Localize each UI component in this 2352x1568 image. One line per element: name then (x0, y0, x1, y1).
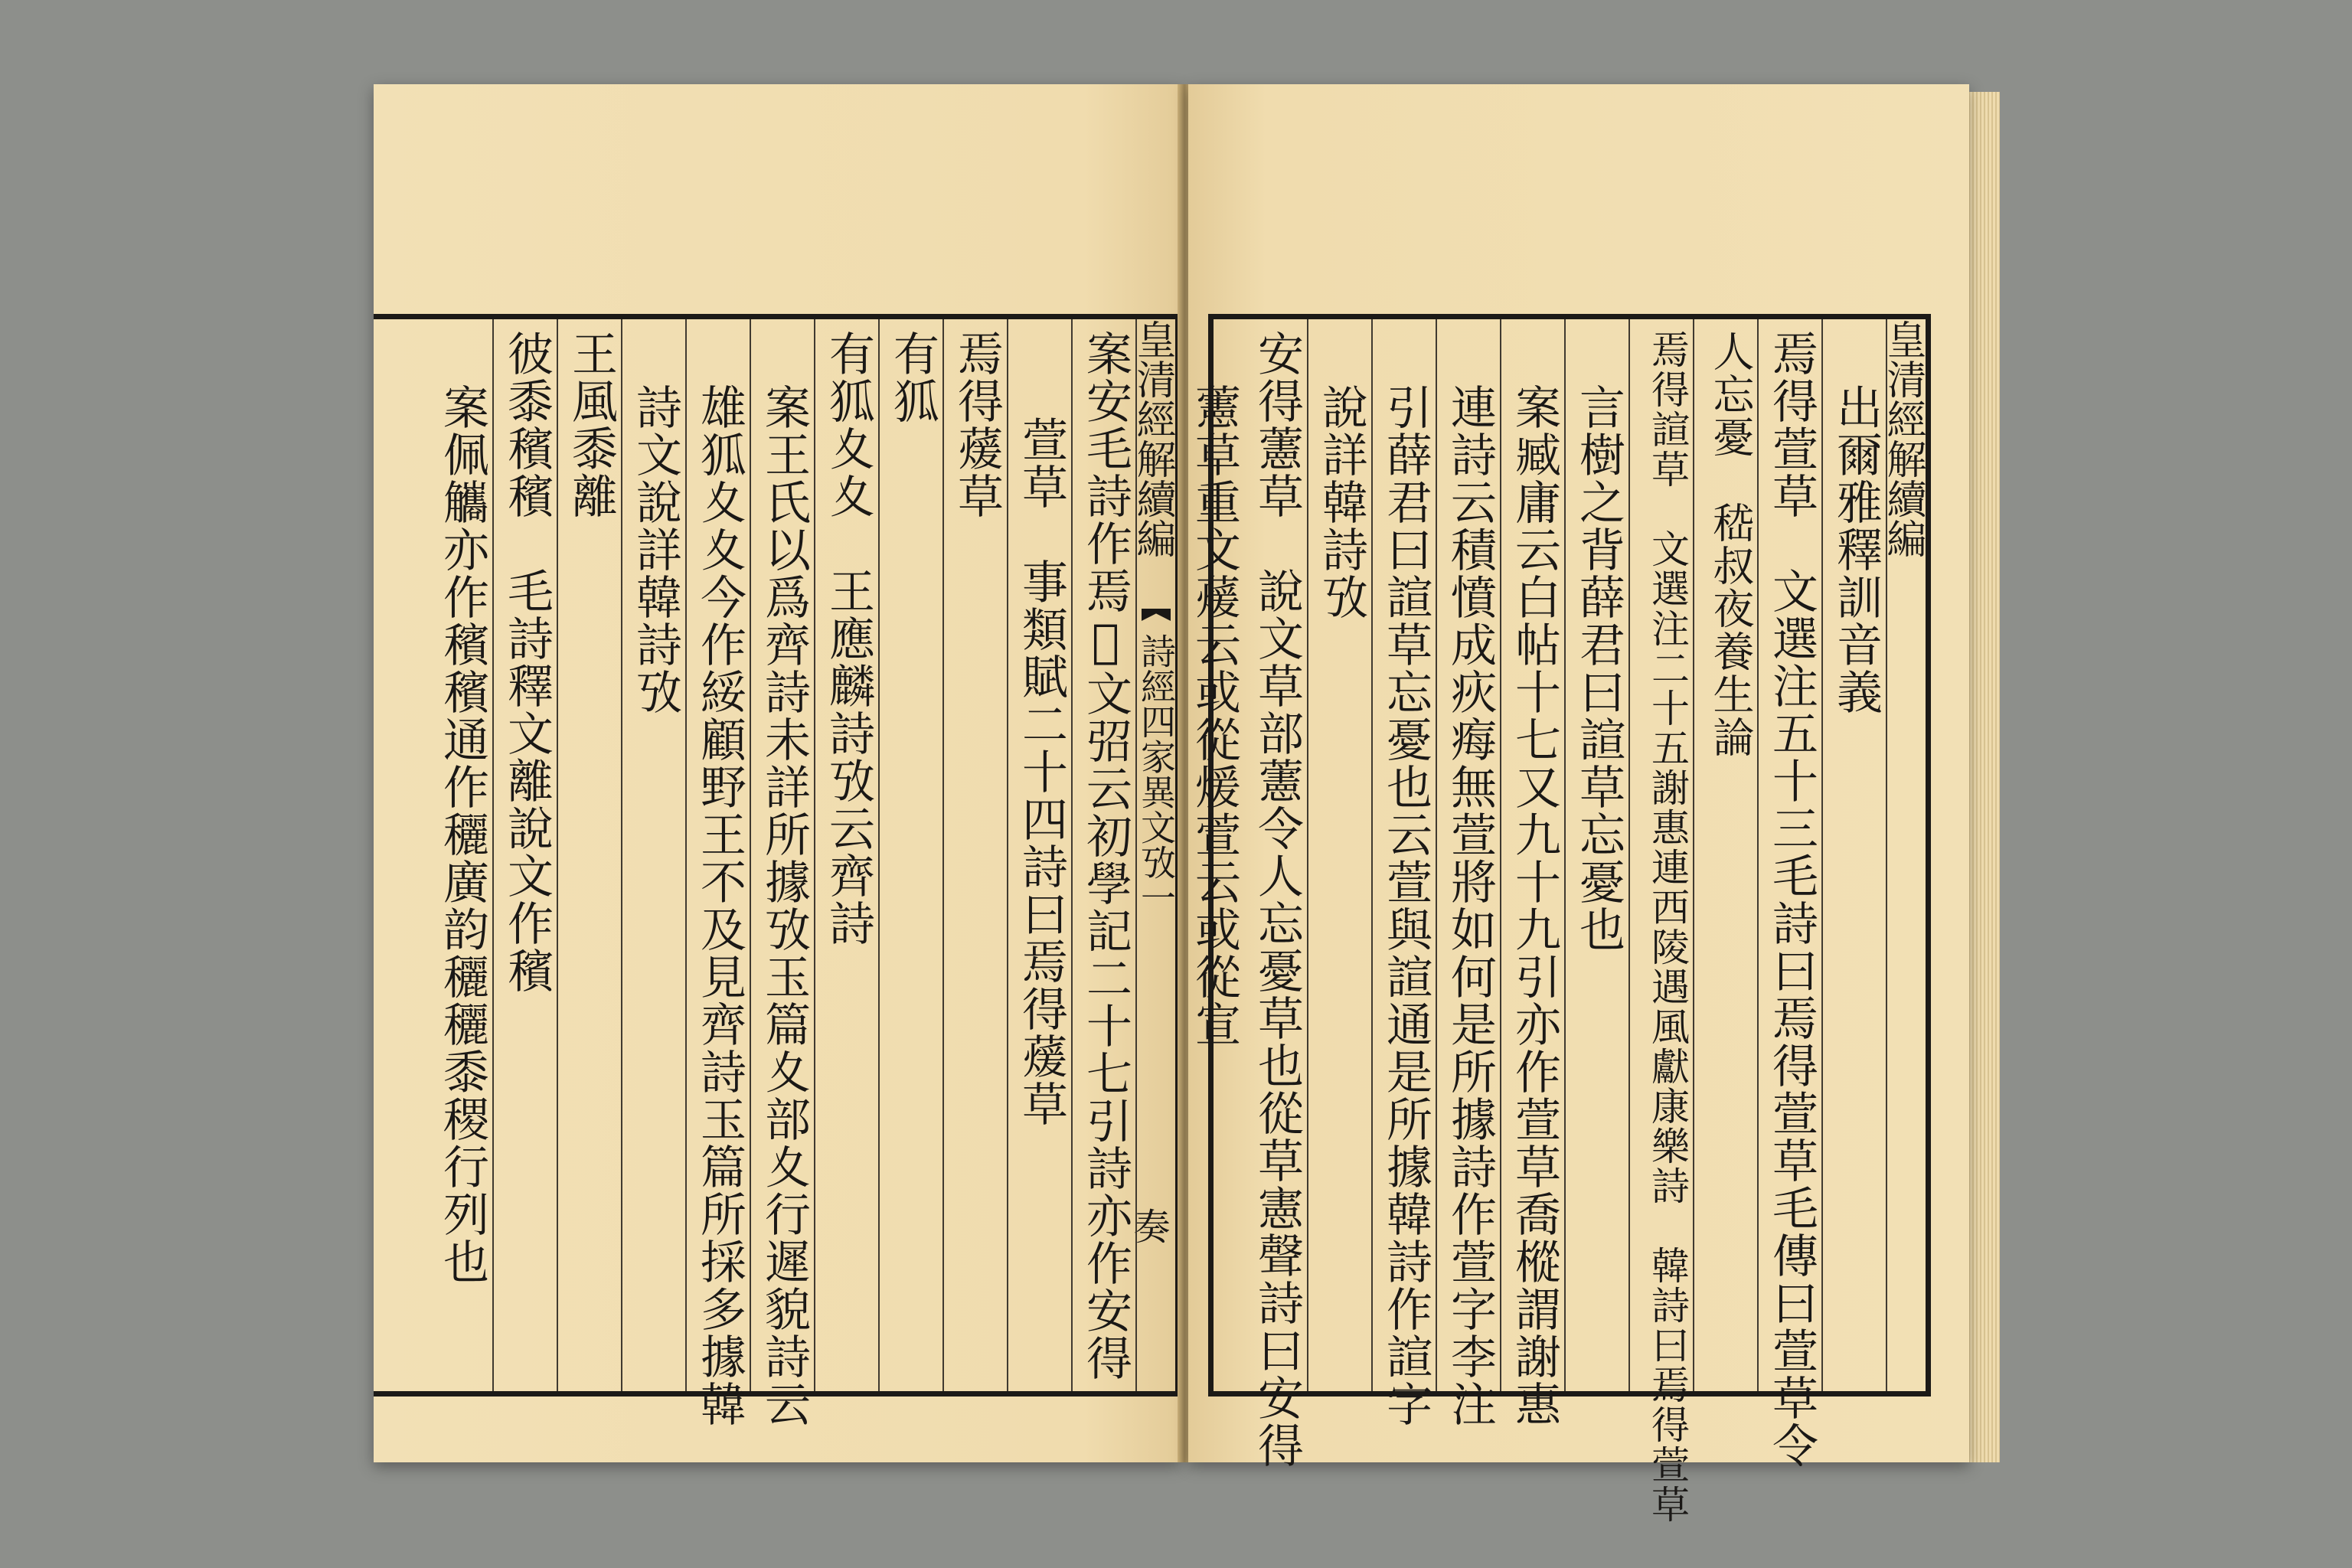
column-text: 王風黍離 (564, 330, 618, 520)
right-column-1 (1821, 319, 1887, 1391)
right-column-11 (1187, 319, 1244, 1391)
right-text-frame (1187, 314, 1931, 1524)
column-text: 案安毛詩作焉𧆛文弨云初學記二十七引詩亦作安得 (1079, 330, 1132, 1382)
right-column-7 (1436, 319, 1501, 1428)
right-column-9 (1307, 319, 1373, 1391)
left-column-11 (428, 319, 494, 1391)
column-text: 安得藼草 說文草部藼令人忘憂草也從草憲聲詩曰安得 (1250, 330, 1304, 1469)
left-column-3 (942, 319, 1008, 1391)
right-column-3 (1693, 319, 1759, 1391)
column-text: 案臧庸云白帖十七又九十九引亦作萱草喬樅謂謝惠 (1508, 384, 1561, 1428)
column-text: 說詳韓詩攷 (1315, 384, 1368, 621)
right-margin-title: 皇清經解續編 (1880, 319, 1926, 558)
left-column-4 (878, 319, 944, 1391)
left-column-2 (1007, 319, 1073, 1391)
right-page (1187, 84, 1969, 1524)
left-page (374, 84, 1181, 1462)
right-column-10 (1243, 319, 1308, 1469)
column-text: 藼草重文蕿云或從煖萱云或從宣 (1187, 384, 1241, 1048)
column-text: 出爾雅釋訓音義 (1829, 384, 1883, 716)
column-text: 案王氏以爲齊詩未詳所據攷玉篇夊部夊行遲貌詩云 (757, 384, 811, 1428)
column-text: 人忘憂 嵇叔夜養生論 (1707, 330, 1755, 759)
column-text: 有狐夊夊 王應麟詩攷云齊詩 (822, 330, 875, 947)
left-column-8 (621, 319, 687, 1391)
column-text: 雄狐夊夊今作綏顧野王不及見齊詩玉篇所採多據韓 (693, 384, 746, 1428)
column-text: 焉得諠草 文選注二十五謝惠連西陵遇風獻康樂詩 韓詩曰焉得萱草 (1645, 330, 1690, 1524)
column-text: 案佩觿亦作穦穦通作穲廣韵穲穲黍稷行列也 (436, 384, 489, 1285)
fish-tail-mark (1142, 609, 1171, 621)
column-text: 萱草 事類賦二十四詩曰焉得蕿草 (1014, 416, 1068, 1128)
column-text: 焉得蕿草 (950, 330, 1004, 520)
right-column-4 (1628, 319, 1694, 1524)
right-column-2 (1757, 319, 1823, 1469)
column-text: 彼黍穦穦 毛詩釋文離說文作穦 (500, 330, 554, 995)
left-column-7 (685, 319, 751, 1428)
left-margin-title: 皇清經解續編 (1129, 319, 1175, 558)
left-column-10 (492, 319, 558, 1391)
left-text-frame (374, 314, 1181, 1428)
column-text: 有狐 (886, 330, 939, 425)
column-text: 連詩云積憤成疢痗無萱將如何是所據詩作萱字李注 (1443, 384, 1497, 1428)
left-column-5 (814, 319, 880, 1391)
right-column-6 (1500, 319, 1566, 1428)
left-column-6 (750, 319, 815, 1428)
left-margin-column (1127, 319, 1177, 1391)
left-margin-page-number: 奏 (1127, 1207, 1170, 1244)
right-column-8 (1371, 319, 1437, 1428)
left-margin-section: 詩經四家異文攷一 (1135, 633, 1177, 915)
column-text: 詩文說詳韓詩攷 (629, 384, 682, 716)
column-text: 言樹之背薛君曰諠草忘憂也 (1572, 384, 1625, 953)
right-column-5 (1564, 319, 1630, 1391)
page-edges (1966, 92, 2000, 1462)
right-margin-column (1880, 319, 1926, 1391)
left-column-1 (1071, 319, 1137, 1391)
open-book (360, 84, 2006, 1524)
column-text: 引薛君曰諠草忘憂也云萱與諠通是所據韓詩作諠字 (1379, 384, 1432, 1428)
column-text: 焉得萱草 文選注五十三毛詩曰焉得萱草毛傳曰萱草令 (1765, 330, 1818, 1469)
left-column-9 (557, 319, 622, 1391)
